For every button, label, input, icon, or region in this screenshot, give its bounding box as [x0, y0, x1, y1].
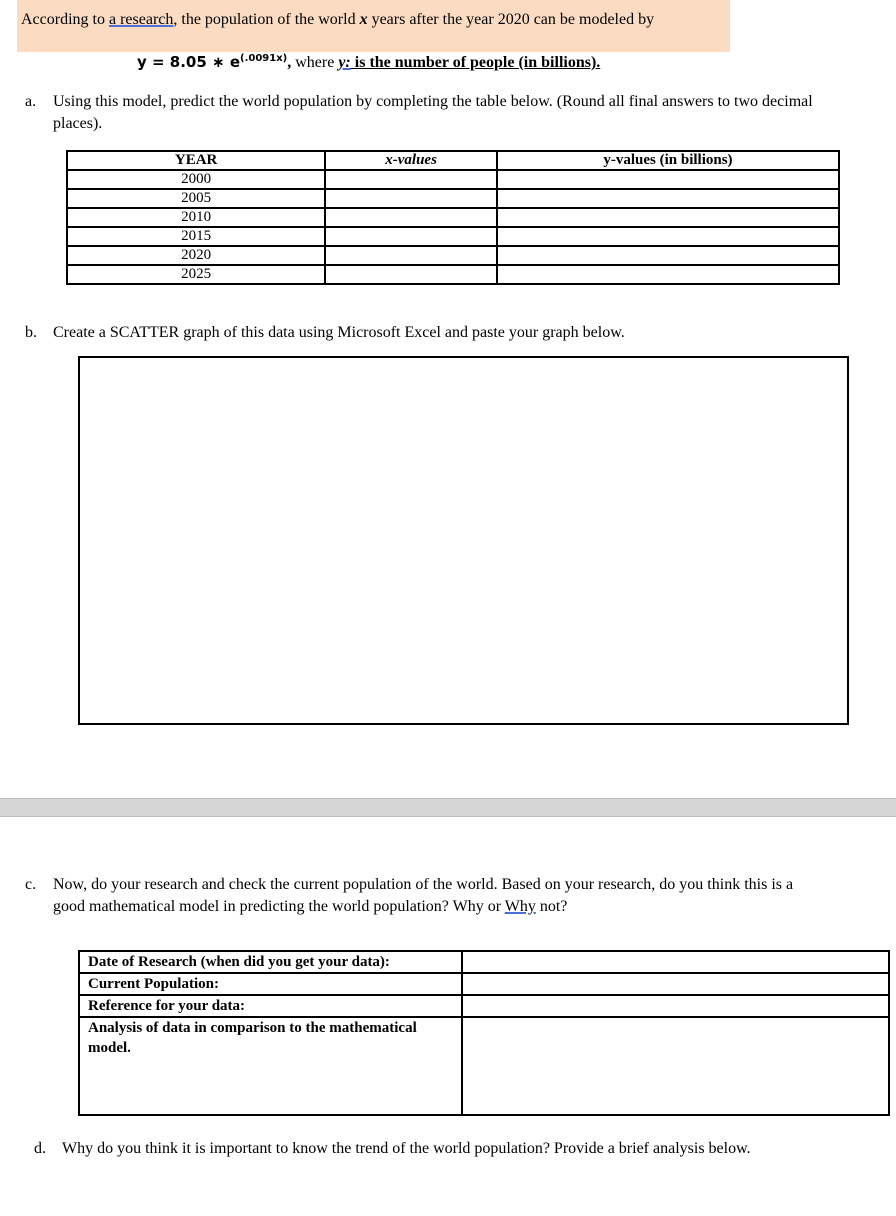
table-row: [67, 208, 839, 227]
research-label-cell: Analysis of data in comparison to the mathematical model.: [79, 1017, 462, 1115]
formula-expression: [137, 53, 287, 71]
part-c: [25, 874, 893, 920]
formula-comma: ,: [287, 54, 296, 71]
graph-paste-area[interactable]: [78, 356, 849, 725]
table-row: [79, 995, 889, 1017]
part-c-line1: Now, do your research and check the current population of the world. Based on your research, do you think this is a: [53, 876, 794, 893]
part-d-text: Why do you think it is important to know the trend of the world population? Provide a brief analysis below.: [62, 1140, 751, 1157]
y-value-cell[interactable]: [497, 170, 839, 189]
table-row: [67, 189, 839, 208]
part-b-text: Create a SCATTER graph of this data using Microsoft Excel and paste your graph below.: [53, 324, 625, 341]
x-value-cell[interactable]: [325, 189, 497, 208]
part-a-label: a.: [25, 93, 37, 110]
x-value-cell[interactable]: [325, 265, 497, 284]
y-value-cell[interactable]: [497, 246, 839, 265]
intro-before: According to: [21, 11, 109, 28]
table-row: [67, 227, 839, 246]
part-d: [34, 1138, 884, 1160]
table-header-row: [67, 151, 839, 170]
research-table: [78, 950, 890, 1116]
table-row: [67, 246, 839, 265]
research-answer-cell[interactable]: [462, 995, 889, 1017]
formula-expr: y = 8.05 ∗ e: [137, 53, 240, 71]
x-value-cell[interactable]: [325, 170, 497, 189]
x-value-cell[interactable]: [325, 208, 497, 227]
y-value-cell[interactable]: [497, 208, 839, 227]
why-link[interactable]: Why: [504, 898, 536, 915]
formula-yvar: y:: [338, 54, 351, 71]
research-answer-cell[interactable]: [462, 951, 889, 973]
formula-where: where: [295, 54, 339, 71]
part-c-line2-before: good mathematical model in predicting the world population? Why or: [53, 898, 505, 915]
formula-line: [137, 53, 600, 72]
part-b: [25, 322, 845, 344]
formula-desc: is the number of people (in billions).: [350, 54, 601, 71]
part-a-text: Using this model, predict the world population by completing the table below. (Round all final answers to two decimal places).: [53, 93, 813, 132]
intro-after: , the population of the world: [173, 11, 360, 28]
table-row: [79, 1017, 889, 1115]
part-a: [25, 91, 845, 137]
y-value-cell[interactable]: [497, 189, 839, 208]
year-cell: 2010: [67, 208, 325, 227]
table-row: [67, 170, 839, 189]
table-row: [67, 265, 839, 284]
formula-exponent: (.0091x): [240, 53, 288, 64]
y-value-cell[interactable]: [497, 265, 839, 284]
table-row: [79, 973, 889, 995]
part-b-label: b.: [25, 324, 37, 341]
research-label-cell: Reference for your data:: [79, 995, 462, 1017]
y-value-cell[interactable]: [497, 227, 839, 246]
year-cell: 2025: [67, 265, 325, 284]
x-value-cell[interactable]: [325, 227, 497, 246]
page-break-divider: [0, 798, 896, 817]
part-c-label: c.: [25, 876, 37, 893]
intro-rest: years after the year 2020 can be modeled by: [367, 11, 655, 28]
prediction-table: [66, 150, 840, 285]
intro-text: [21, 11, 654, 29]
header-y-values: y-values (in billions): [497, 151, 839, 170]
header-year: YEAR: [67, 151, 325, 170]
x-value-cell[interactable]: [325, 246, 497, 265]
part-c-text: [53, 874, 893, 918]
research-label-cell: Current Population:: [79, 973, 462, 995]
table-row: [79, 951, 889, 973]
year-cell: 2020: [67, 246, 325, 265]
research-answer-cell[interactable]: [462, 1017, 889, 1115]
part-c-line2-after: not?: [535, 898, 568, 915]
year-cell: 2015: [67, 227, 325, 246]
research-label-cell: Date of Research (when did you get your data):: [79, 951, 462, 973]
year-cell: 2000: [67, 170, 325, 189]
year-cell: 2005: [67, 189, 325, 208]
header-x-values: x-values: [325, 151, 497, 170]
research-answer-cell[interactable]: [462, 973, 889, 995]
formula-description: [338, 54, 600, 71]
research-link[interactable]: a research: [108, 11, 174, 28]
part-d-label: d.: [34, 1140, 46, 1157]
intro-var: x: [359, 11, 368, 28]
